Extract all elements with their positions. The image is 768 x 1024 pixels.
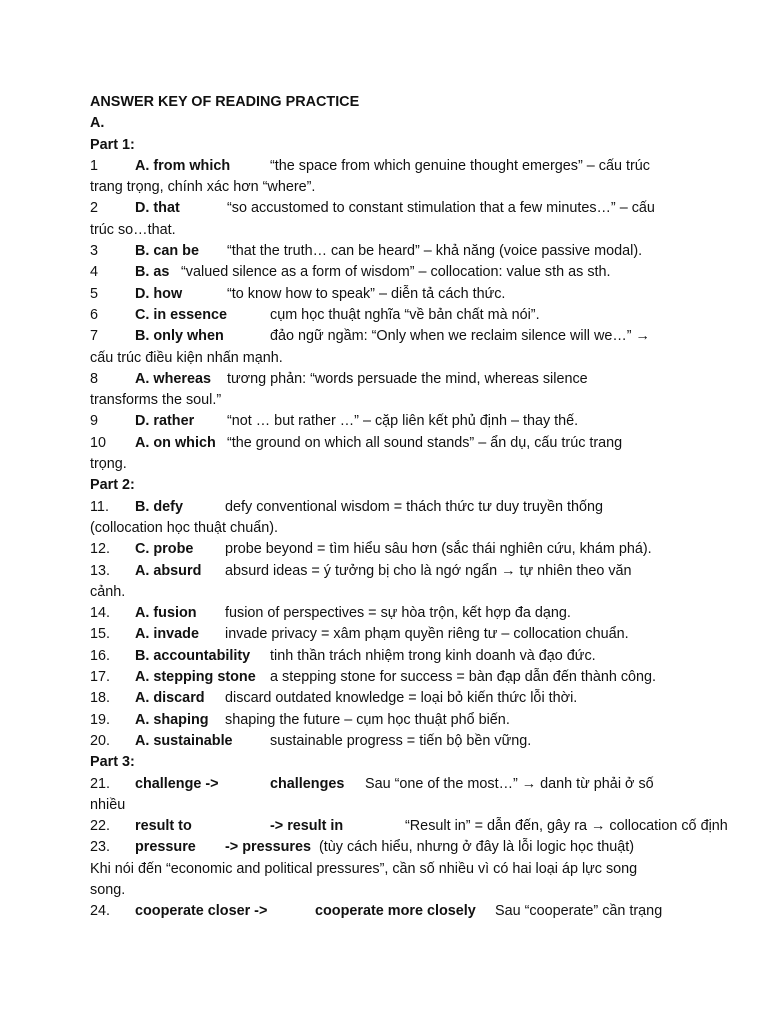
- explanation: “that the truth… can be heard” – khả năng (voice passive modal).: [227, 243, 643, 260]
- answer-choice: A. discard: [135, 690, 205, 707]
- error-phrase: challenge ->: [135, 775, 219, 792]
- answer-choice: D. rather: [135, 413, 195, 430]
- error-phrase: pressure: [135, 839, 196, 856]
- explanation: (tùy cách hiểu, nhưng ở đây là lỗi logic học thuật): [319, 839, 635, 856]
- answer-choice: D. how: [135, 285, 183, 302]
- answer-choice: A. fusion: [135, 605, 197, 622]
- correction-row: [90, 901, 690, 922]
- item-number: 7: [90, 328, 99, 345]
- error-phrase: cooperate closer ->: [135, 903, 268, 920]
- explanation-continued: (collocation học thuật chuẩn).: [90, 519, 278, 536]
- item-number: 11.: [90, 498, 109, 515]
- answer-row: [90, 710, 690, 731]
- answer-choice: A. sustainable: [135, 732, 233, 749]
- answer-choice: B. as: [135, 264, 170, 281]
- answer-choice: A. stepping stone: [135, 669, 256, 686]
- answer-row: [90, 156, 690, 177]
- item-number: 4: [90, 264, 99, 281]
- explanation: fusion of perspectives = sự hòa trộn, kết hợp đa dạng.: [225, 605, 571, 622]
- item-number: 15.: [90, 626, 111, 643]
- item-number: 6: [90, 306, 99, 323]
- document-title: ANSWER KEY OF READING PRACTICE: [90, 94, 360, 110]
- explanation-continued: trúc so…that.: [90, 221, 176, 238]
- answer-row: [90, 326, 690, 347]
- item-number: 17.: [90, 669, 111, 686]
- explanation: đảo ngữ ngầm: “Only when we reclaim silence will we…” →: [270, 328, 650, 345]
- explanation: a stepping stone for success = bàn đạp dẫn đến thành công.: [270, 669, 657, 686]
- corrected-phrase: cooperate more closely: [315, 903, 476, 920]
- item-number: 18.: [90, 690, 111, 707]
- answer-row: [90, 262, 690, 283]
- explanation: “the space from which genuine thought emerges” – cấu trúc: [270, 157, 650, 174]
- answer-row: [90, 561, 690, 582]
- explanation: defy conventional wisdom = thách thức tư duy truyền thống: [225, 498, 604, 515]
- explanation-continued: nhiều: [90, 796, 126, 813]
- item-number: 10: [90, 434, 107, 451]
- explanation-continued: trọng.: [90, 456, 127, 473]
- answer-row: [90, 688, 690, 709]
- answer-row: [90, 731, 690, 752]
- item-number: 2: [90, 200, 99, 217]
- correction-row: [90, 837, 690, 858]
- item-number: 19.: [90, 711, 111, 728]
- item-number: 3: [90, 243, 99, 260]
- answer-row: [90, 624, 690, 645]
- explanation: “to know how to speak” – diễn tả cách thức.: [227, 285, 506, 302]
- error-phrase: result to: [135, 818, 192, 835]
- answer-row: [90, 305, 690, 326]
- answer-key-document: [90, 92, 728, 923]
- answer-row: [90, 369, 690, 390]
- item-number: 16.: [90, 647, 111, 664]
- answer-choice: B. only when: [135, 328, 224, 345]
- item-number: 21.: [90, 775, 111, 792]
- explanation: discard outdated knowledge = loại bỏ kiến thức lỗi thời.: [225, 690, 578, 707]
- item-number: 24.: [90, 903, 111, 920]
- answer-choice: B. defy: [135, 498, 183, 515]
- explanation: cụm học thuật nghĩa “về bản chất mà nói”.: [270, 306, 540, 323]
- item-number: 20.: [90, 732, 111, 749]
- answer-choice: B. can be: [135, 243, 199, 260]
- explanation: Sau “one of the most…” → danh từ phải ở số: [365, 775, 654, 792]
- explanation-continued: cấu trúc điều kiện nhấn mạnh.: [90, 349, 283, 366]
- explanation: invade privacy = xâm phạm quyền riêng tư – collocation chuẩn.: [225, 626, 629, 643]
- answer-row: [90, 667, 690, 688]
- answer-choice: A. from which: [135, 157, 231, 174]
- explanation-continued: cảnh.: [90, 583, 126, 600]
- item-number: 23.: [90, 839, 111, 856]
- explanation: Sau “cooperate” cần trạng: [495, 903, 663, 920]
- explanation-continued: transforms the soul.”: [90, 392, 222, 409]
- answer-choice: A. whereas: [135, 370, 211, 387]
- explanation: probe beyond = tìm hiểu sâu hơn (sắc thái nghiên cứu, khám phá).: [225, 541, 652, 558]
- item-number: 5: [90, 285, 99, 302]
- item-number: 9: [90, 413, 99, 430]
- answer-row: [90, 198, 690, 219]
- answer-row: [90, 497, 690, 518]
- part1-list: [90, 156, 690, 475]
- explanation: sustainable progress = tiến bộ bền vững.: [270, 732, 532, 749]
- answer-choice: C. in essence: [135, 306, 227, 323]
- correction-row: [90, 774, 690, 795]
- item-number: 8: [90, 370, 99, 387]
- answer-choice: C. probe: [135, 541, 194, 558]
- correction-row: [90, 816, 728, 837]
- answer-choice: D. that: [135, 200, 180, 217]
- item-number: 14.: [90, 605, 111, 622]
- part1-heading: Part 1:: [90, 136, 135, 153]
- corrected-phrase: challenges: [270, 775, 345, 792]
- answer-choice: A. shaping: [135, 711, 209, 728]
- section-label: A.: [90, 115, 105, 132]
- answer-row: [90, 646, 690, 667]
- part2-heading: Part 2:: [90, 477, 135, 494]
- explanation: tương phản: “words persuade the mind, whereas silence: [227, 370, 588, 387]
- part3-list: [90, 774, 728, 923]
- part3-heading: Part 3:: [90, 754, 135, 771]
- explanation: “the ground on which all sound stands” – ẩn dụ, cấu trúc trang: [227, 434, 623, 451]
- explanation: “so accustomed to constant stimulation that a few minutes…” – cấu: [227, 200, 655, 217]
- item-number: 22.: [90, 818, 111, 835]
- explanation: “not … but rather …” – cặp liên kết phủ định – thay thế.: [227, 413, 579, 430]
- answer-row: [90, 539, 690, 560]
- answer-choice: A. absurd: [135, 562, 202, 579]
- answer-choice: B. accountability: [135, 647, 251, 664]
- answer-row: [90, 411, 690, 432]
- answer-choice: A. invade: [135, 626, 199, 643]
- answer-choice: A. on which: [135, 434, 216, 451]
- answer-row: [90, 284, 690, 305]
- explanation-continued: Khi nói đến “economic and political pressures”, cần số nhiều vì có hai loại áp lực song: [90, 860, 638, 877]
- part2-list: [90, 497, 690, 753]
- answer-row: [90, 433, 690, 454]
- explanation: “valued silence as a form of wisdom” – collocation: value sth as sth.: [181, 264, 611, 281]
- item-number: 12.: [90, 541, 111, 558]
- explanation: “Result in” = dẫn đến, gây ra → collocation cố định: [405, 818, 728, 835]
- explanation: tinh thần trách nhiệm trong kinh doanh và đạo đức.: [270, 647, 596, 664]
- explanation-continued: trang trọng, chính xác hơn “where”.: [90, 179, 316, 196]
- item-number: 13.: [90, 562, 111, 579]
- corrected-phrase: -> pressures: [225, 839, 311, 856]
- explanation: absurd ideas = ý tưởng bị cho là ngớ ngẩn → tự nhiên theo văn: [225, 562, 632, 579]
- explanation-continued: song.: [90, 881, 126, 898]
- item-number: 1: [90, 157, 99, 174]
- answer-row: [90, 603, 690, 624]
- answer-row: [90, 241, 690, 262]
- explanation: shaping the future – cụm học thuật phổ biến.: [225, 711, 510, 728]
- corrected-phrase: -> result in: [270, 818, 344, 835]
